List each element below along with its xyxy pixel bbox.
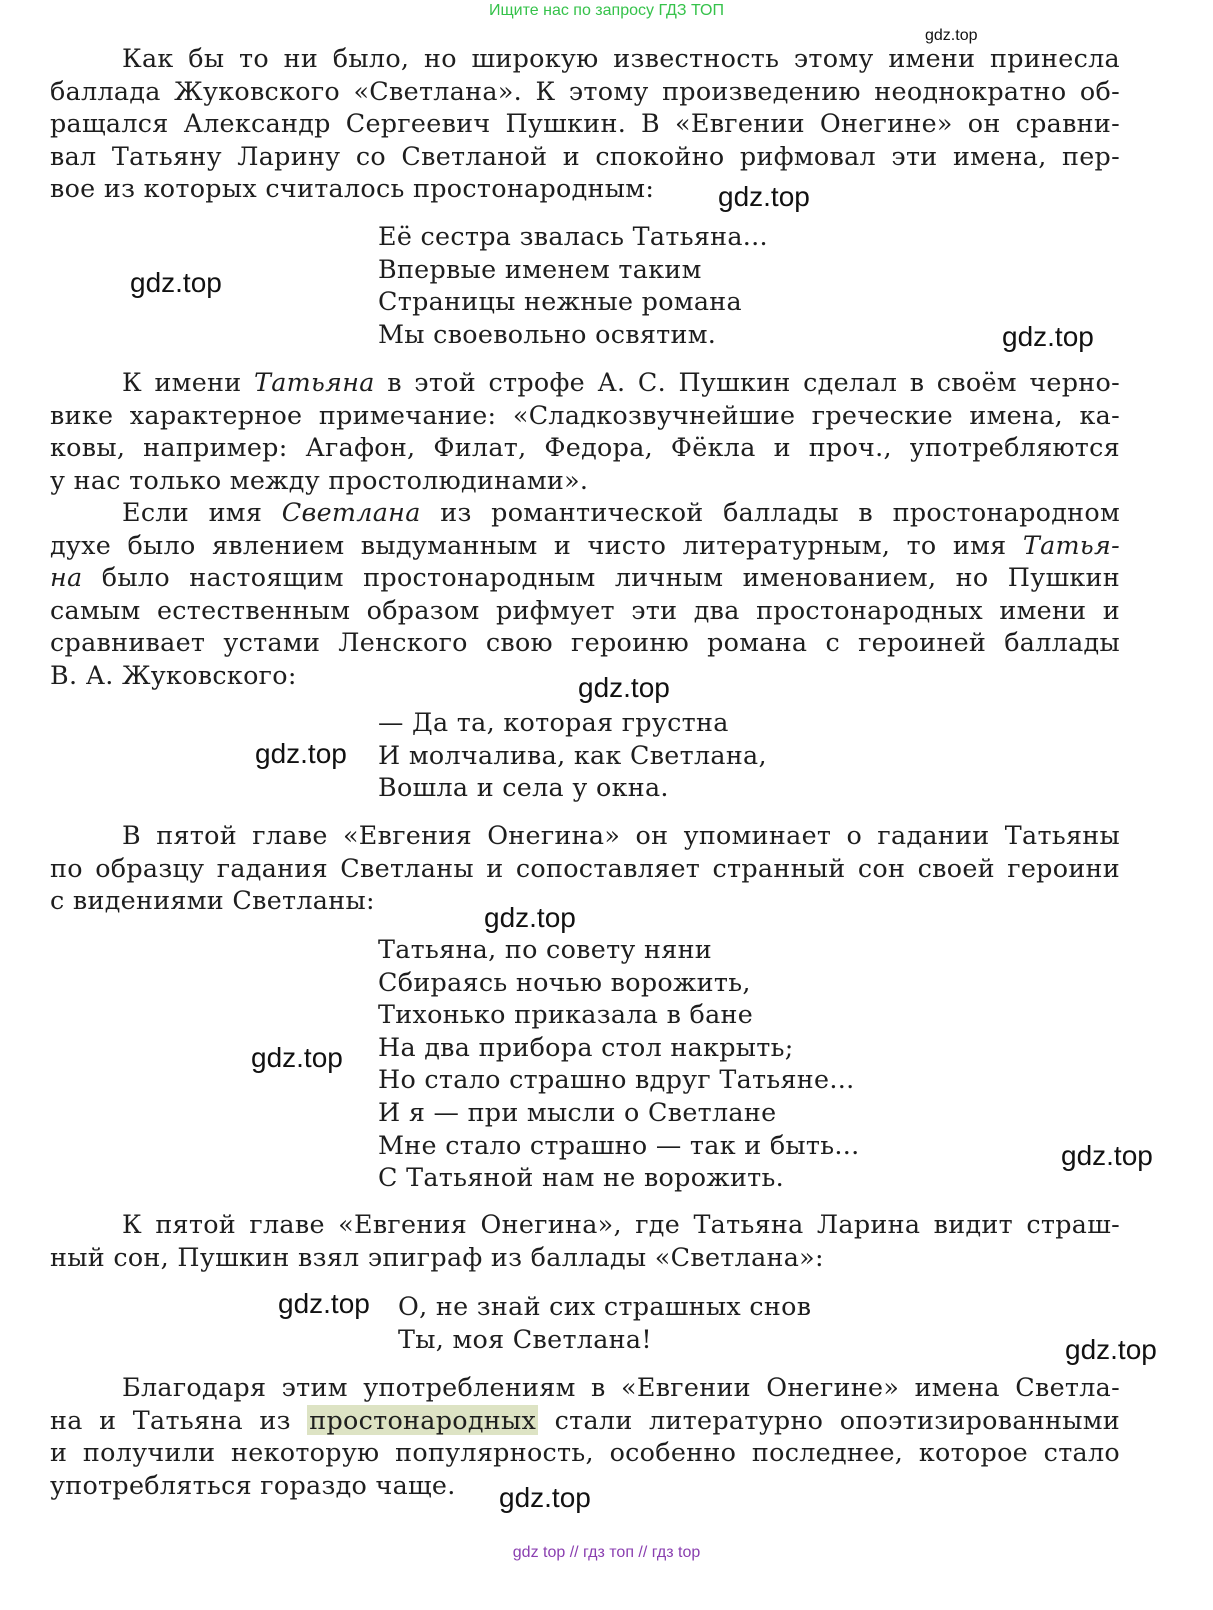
watermark: gdz.top bbox=[578, 672, 670, 703]
italic-name: Светлана bbox=[281, 497, 421, 527]
text-line: вое из которых считалось простонародным: bbox=[50, 173, 655, 204]
verse-line: Её сестра звалась Татьяна... bbox=[378, 221, 768, 251]
verse-line: И я — при мысли о Светлане bbox=[378, 1096, 777, 1127]
highlighted-word: простонародных bbox=[309, 1404, 537, 1435]
verse-line: Татьяна, по совету няни bbox=[378, 934, 713, 964]
verse-line: Мне стало страшно — так и быть... bbox=[378, 1129, 860, 1160]
footer-links[interactable]: gdz top // гдз топ // гдз top bbox=[512, 1544, 701, 1561]
text-line: ковы, например: Агафон, Филат, Федора, Фёкла и проч., употребляются bbox=[50, 432, 1120, 463]
verse-line: Но стало страшно вдруг Татьяне... bbox=[378, 1064, 855, 1095]
verse-line: Вошла и села у окна. bbox=[378, 772, 669, 803]
watermark: gdz.top bbox=[278, 1288, 370, 1319]
verse-line: Страницы нежные романа bbox=[378, 286, 742, 317]
text-line: с видениями Светланы: bbox=[50, 885, 375, 916]
paragraph-5 bbox=[50, 1208, 1120, 1273]
verse-line: С Татьяной нам не ворожить. bbox=[378, 1162, 785, 1193]
text-line: вике характерное примечание: «Сладкозвучнейшие греческие имена, ка- bbox=[50, 399, 1120, 430]
text-line: по образцу гадания Светланы и сопоставляет странный сон своей героини bbox=[50, 852, 1120, 883]
verse-4 bbox=[398, 1290, 811, 1355]
text-line: вал Татьяну Ларину со Светланой и спокойно рифмовал эти имена, пер- bbox=[50, 140, 1120, 171]
text-line: сравнивает устами Ленского свою героиню романа с героиней баллады bbox=[50, 627, 1120, 658]
text-line: Как бы то ни было, но широкую известность этому имени принесла bbox=[122, 43, 1120, 73]
verse-3 bbox=[378, 933, 860, 1194]
top-banner: Ищите нас по запросу ГДЗ ТОП bbox=[489, 2, 724, 19]
verse-line: Впервые именем таким bbox=[378, 253, 702, 284]
text-line: В. А. Жуковского: bbox=[50, 659, 297, 690]
text-line: духе было явлением выдуманным и чисто литературным, то имя Татья- bbox=[50, 529, 1120, 560]
italic-name: Татья- bbox=[1022, 529, 1120, 560]
text-line: ращался Александр Сергеевич Пушкин. В «Евгении Онегине» он сравни- bbox=[50, 108, 1120, 139]
verse-line: Сбираясь ночью ворожить, bbox=[378, 966, 751, 997]
verse-1 bbox=[378, 220, 768, 350]
verse-2 bbox=[378, 706, 767, 804]
verse-line: — Да та, которая грустна bbox=[378, 707, 729, 737]
text-line: Если имя Светлана из романтической баллады в простонародном bbox=[122, 497, 1121, 527]
text-line: К пятой главе «Евгения Онегина», где Татьяна Ларина видит страш- bbox=[122, 1209, 1120, 1239]
text-line: В пятой главе «Евгения Онегина» он упоминает о гадании Татьяны bbox=[122, 820, 1120, 850]
watermark: gdz.top bbox=[484, 902, 576, 933]
text-line: употребляться гораздо чаще. bbox=[50, 1469, 456, 1500]
text-line: ный сон, Пушкин взял эпиграф из баллады «Светлана»: bbox=[50, 1241, 824, 1272]
verse-line: О, не знай сих страшных снов bbox=[398, 1291, 812, 1321]
text-line: у нас только между простолюдинами». bbox=[50, 464, 589, 495]
watermark: gdz.top bbox=[255, 738, 347, 769]
text-line: и получили некоторую популярность, особенно последнее, которое стало bbox=[50, 1437, 1120, 1468]
text-line: на было настоящим простонародным личным именованием, но Пушкин bbox=[50, 562, 1120, 593]
paragraph-6 bbox=[50, 1371, 1120, 1501]
paragraph-3 bbox=[50, 496, 1120, 692]
watermark: gdz.top bbox=[718, 181, 810, 212]
text-line: на и Татьяна из простонародных стали литературно опоэтизированными bbox=[50, 1404, 1120, 1435]
text-line: баллада Жуковского «Светлана». К этому произведению неоднократно об- bbox=[50, 75, 1120, 106]
watermark: gdz.top bbox=[499, 1482, 591, 1513]
watermark: gdz.top bbox=[1061, 1140, 1153, 1171]
verse-line: Ты, моя Светлана! bbox=[398, 1323, 652, 1354]
paragraph-1 bbox=[50, 42, 1120, 205]
verse-line: Тихонько приказала в бане bbox=[378, 999, 754, 1030]
italic-name: Татьяна bbox=[253, 367, 375, 397]
watermark: gdz.top bbox=[1065, 1334, 1157, 1365]
verse-line: На два прибора стол накрыть; bbox=[378, 1031, 794, 1062]
watermark: gdz.top bbox=[251, 1042, 343, 1073]
verse-line: И молчалива, как Светлана, bbox=[378, 739, 767, 770]
watermark: gdz.top bbox=[1002, 321, 1094, 352]
italic-name: на bbox=[50, 562, 83, 593]
watermark: gdz.top bbox=[130, 267, 222, 298]
paragraph-2 bbox=[50, 366, 1120, 496]
watermark: gdz.top bbox=[925, 27, 978, 44]
verse-line: Мы своевольно освятим. bbox=[378, 318, 717, 349]
text-line: самым естественным образом рифмует эти два простонародных имени и bbox=[50, 594, 1120, 625]
text-line: К имени Татьяна в этой строфе А. С. Пушкин сделал в своём черно- bbox=[122, 367, 1120, 397]
paragraph-4 bbox=[50, 819, 1120, 917]
text-line: Благодаря этим употреблениям в «Евгении Онегине» имена Светла- bbox=[122, 1372, 1120, 1402]
